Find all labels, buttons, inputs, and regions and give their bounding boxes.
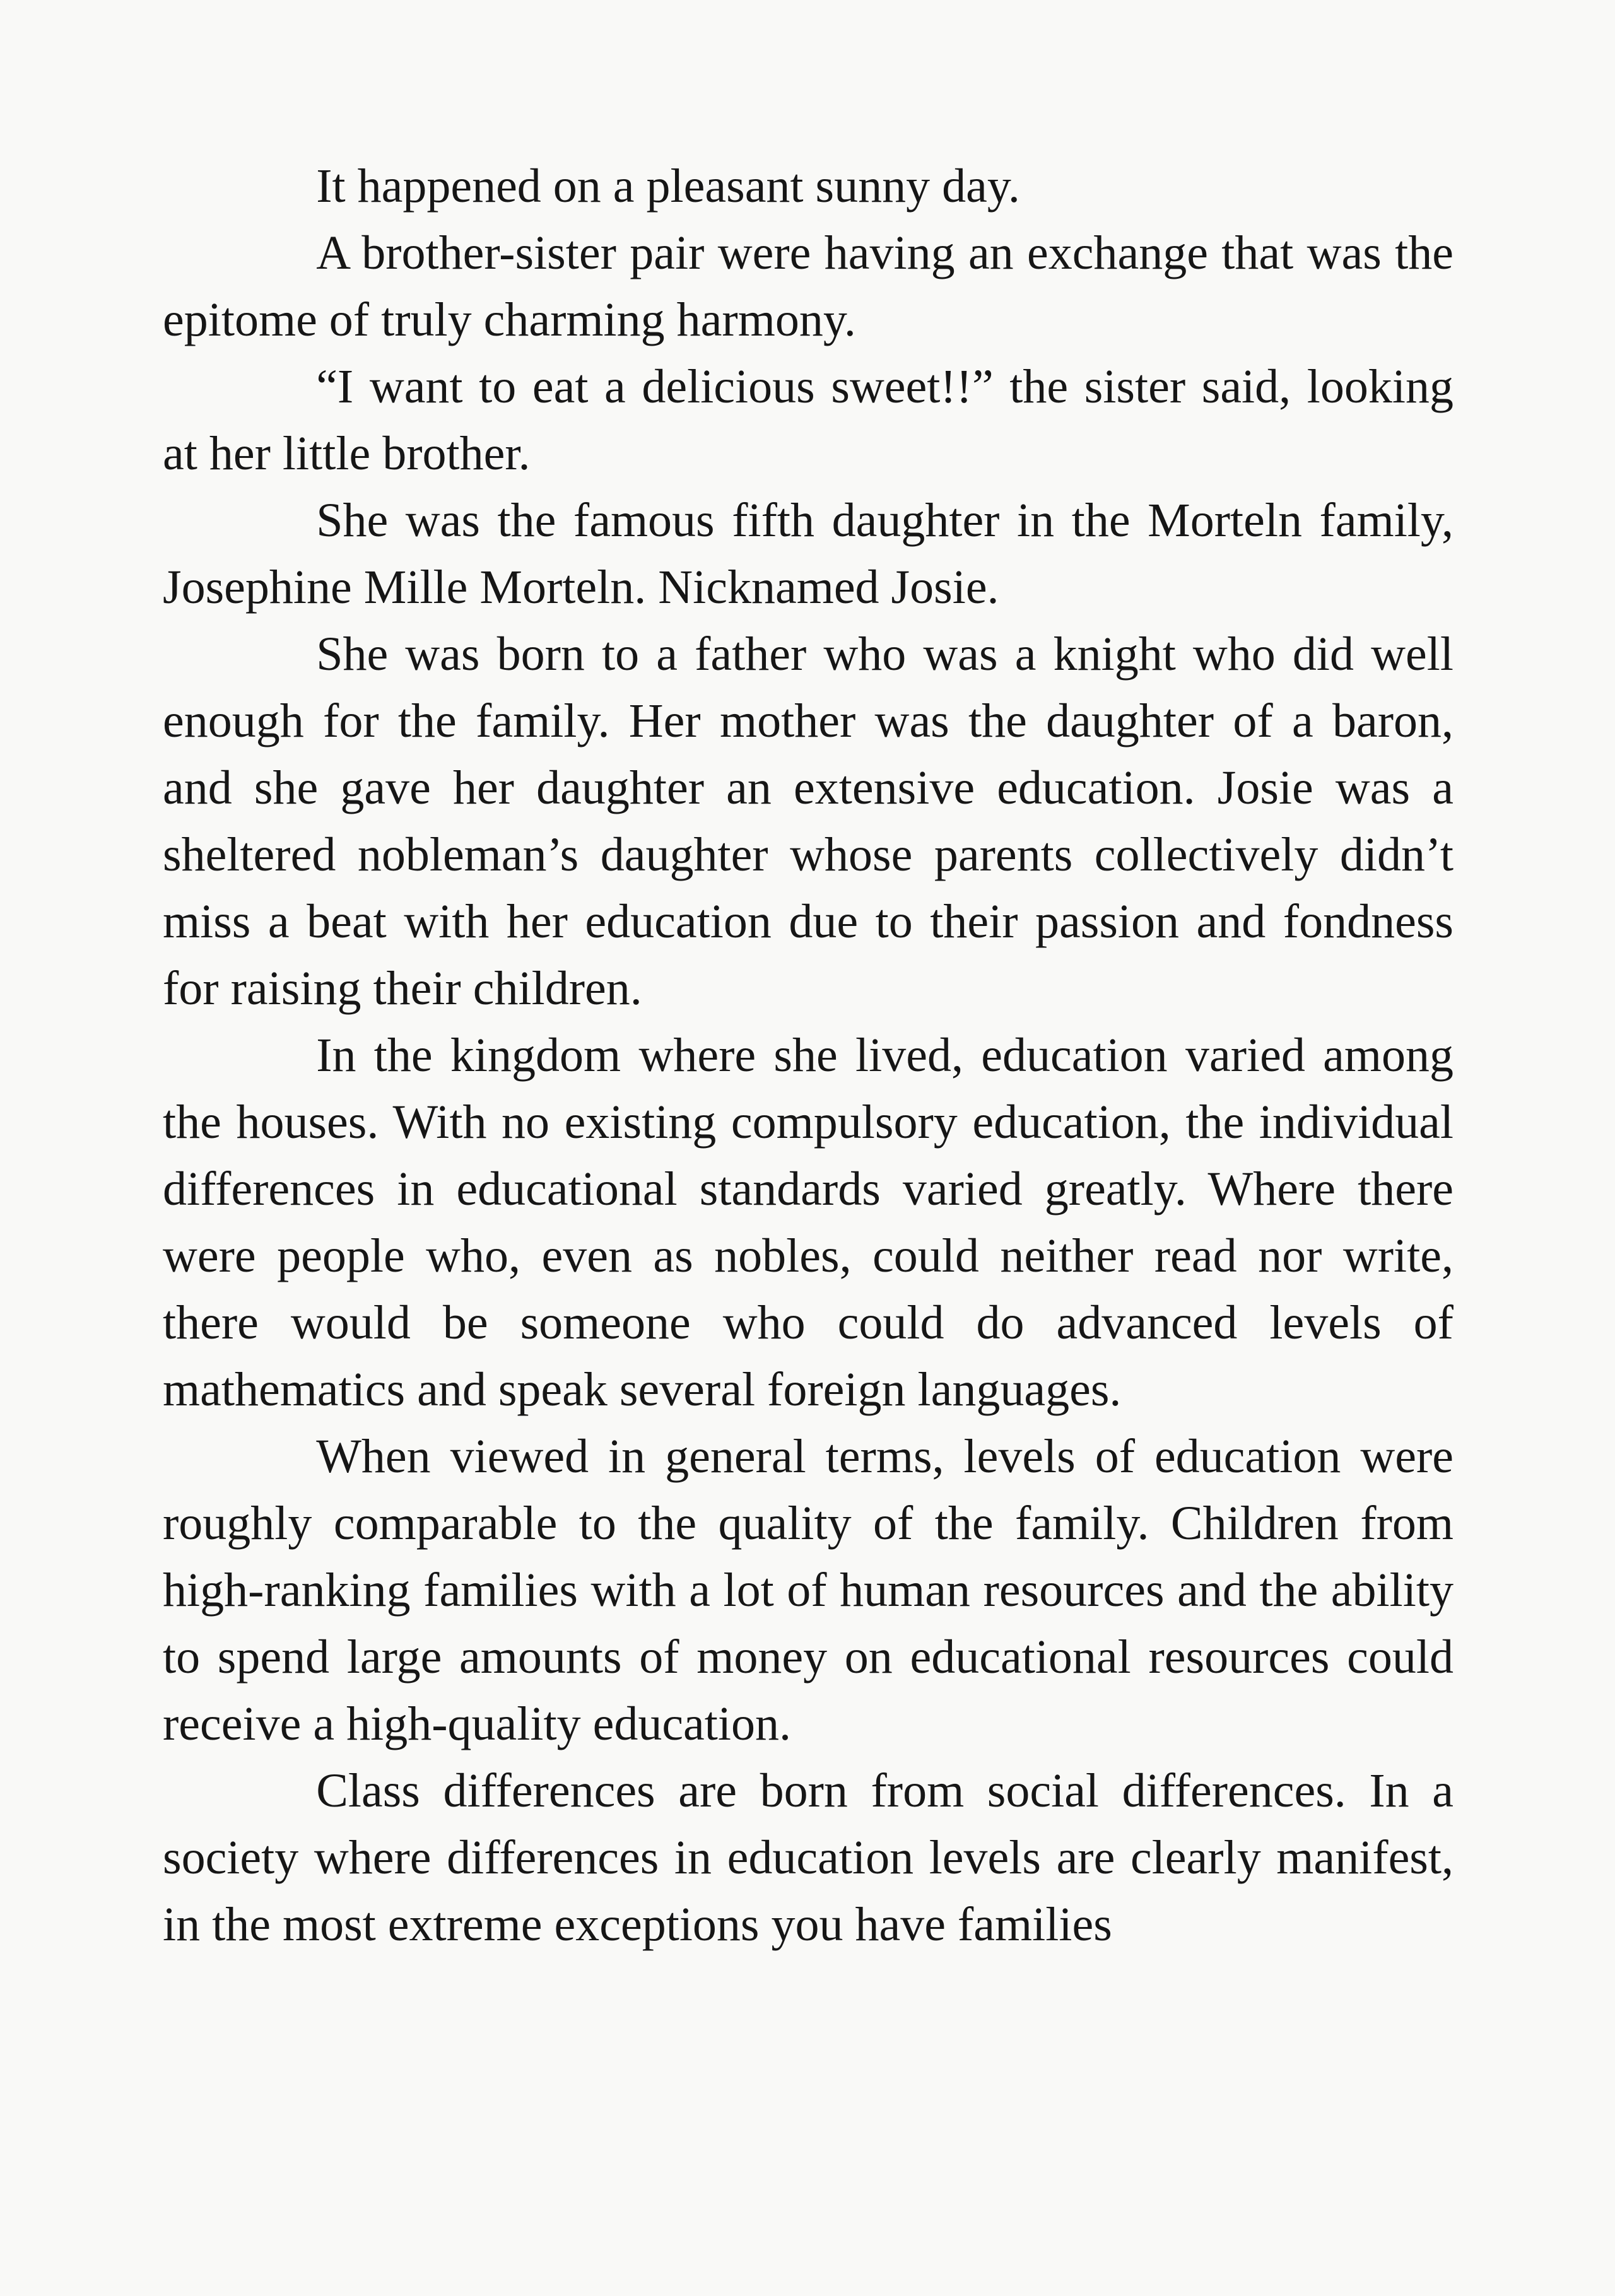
- paragraph: In the kingdom where she lived, education varied among the houses. With no existing compulsory education, the individual differences in educational standards varied greatly. Where there were people who, even as nobles, could neither read nor write, there would be someone who could do advanced levels of mathematics and speak several foreign languages.: [163, 1029, 1454, 1416]
- paragraph: When viewed in general terms, levels of education were roughly comparable to the quality of the family. Children from high-ranking families with a lot of human resources and the ability to spend large amounts of money on educational resources could receive a high-quality education.: [163, 1430, 1454, 1750]
- paragraph: She was born to a father who was a knight who did well enough for the family. Her mother was the daughter of a baron, and she gave her daughter an extensive education. Josie was a sheltered nobleman’s daughter whose parents collectively didn’t miss a beat with her education due to their passion and fondness for raising their children.: [163, 628, 1454, 1015]
- paragraph: A brother-sister pair were having an exchange that was the epitome of truly charming harmony.: [163, 226, 1454, 346]
- paragraph: It happened on a pleasant sunny day.: [316, 160, 1020, 213]
- paragraph: She was the famous fifth daughter in the Morteln family, Josephine Mille Morteln. Nicknamed Josie.: [163, 494, 1454, 614]
- paragraph: Class differences are born from social differences. In a society where differences in education levels are clearly manifest, in the most extreme exceptions you have families: [163, 1764, 1454, 1951]
- paragraph: “I want to eat a delicious sweet!!” the sister said, looking at her little brother.: [163, 360, 1454, 480]
